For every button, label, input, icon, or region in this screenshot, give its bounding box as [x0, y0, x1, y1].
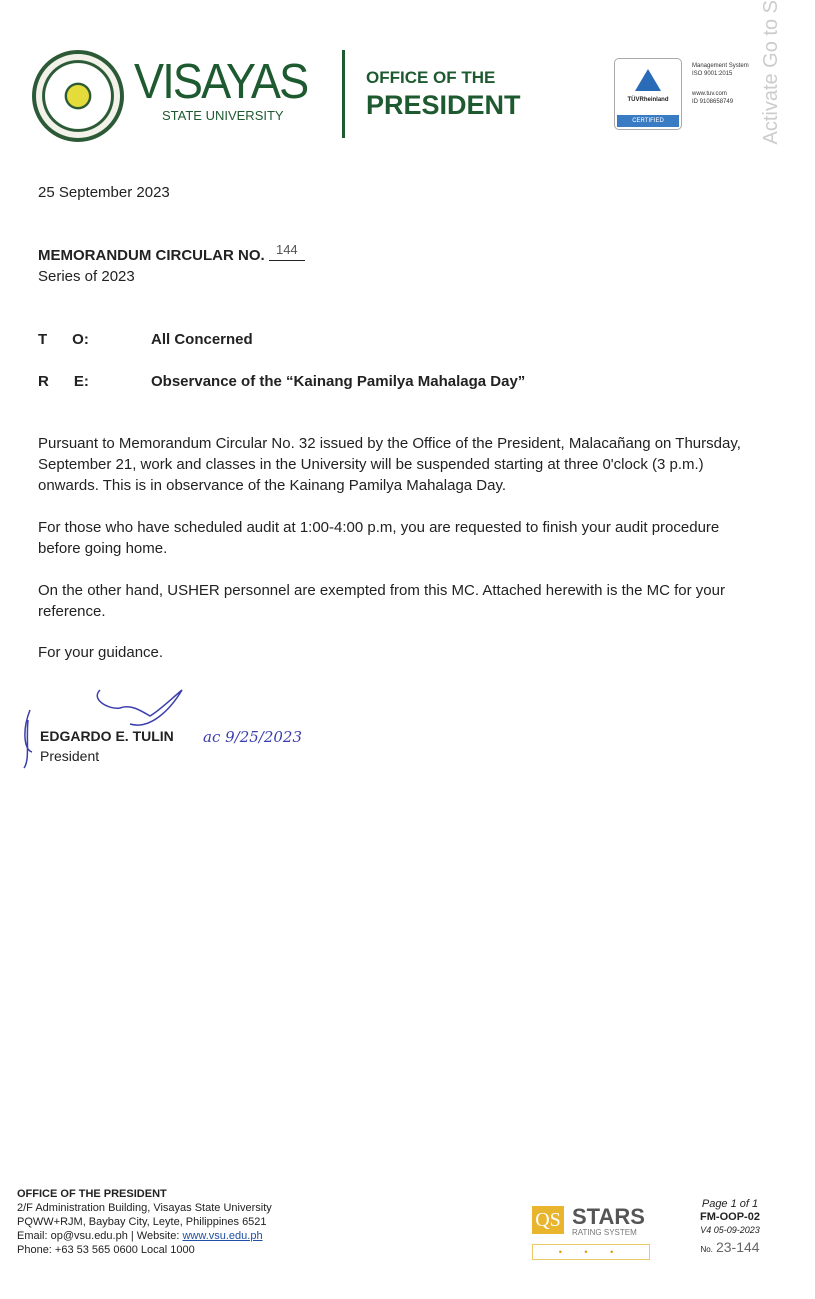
office-title-line2: PRESIDENT [366, 90, 521, 120]
qs-stars-logo [532, 1204, 645, 1257]
re-value: Observance of the “Kainang Pamilya Mahalaga Day” [151, 373, 526, 390]
qs-logo: QS [532, 1206, 564, 1234]
page-number: Page 1 of 1 [701, 1198, 759, 1210]
activate-watermark: Activate Go to S [760, 0, 782, 145]
footer-address1: 2/F Administration Building, Visayas State University [17, 1202, 272, 1214]
circular-label [38, 242, 305, 267]
brand-logo: VISAYAS [134, 55, 308, 109]
iso-line: www.tuv.com [692, 91, 727, 97]
qs-rating-text: RATING SYSTEM [572, 1228, 637, 1237]
website-link[interactable]: www.vsu.edu.ph [182, 1230, 263, 1242]
to-label: T O: [38, 331, 89, 348]
footer-email: Email: op@vsu.edu.ph | Website: [17, 1230, 183, 1242]
brand-subtitle: STATE UNIVERSITY [162, 108, 284, 123]
series: Series of 2023 [38, 268, 135, 285]
to-value: All Concerned [151, 331, 253, 348]
doc-number: 23-144 [715, 1239, 760, 1255]
re-label: R E: [38, 373, 89, 390]
signatory-title: President [40, 748, 100, 764]
form-code: FM-OOP-02 [700, 1211, 760, 1223]
no-label: No. [700, 1245, 713, 1254]
handwritten-date: ac 9/25/2023 [203, 728, 303, 746]
tuv-certification-logo [614, 58, 682, 130]
signatory-name: EDGARDO E. TULIN [40, 728, 174, 744]
circular-label-text: MEMORANDUM CIRCULAR NO. [38, 247, 265, 264]
footer-office: OFFICE OF THE PRESIDENT [17, 1188, 167, 1200]
tuv-name: TÜVRheinland [627, 97, 669, 103]
iso-line: Management System [692, 63, 749, 69]
body-paragraph: Pursuant to Memorandum Circular No. 32 issued by the Office of the President, Malacañang on Thursday, September 21, work and classes in the University will be suspended starting at three 0'clock (3 p.m.) onwards. This is in observance of the Kainang Pamilya Mahalaga Day. [38, 435, 741, 494]
form-version: V4 05-09-2023 [700, 1225, 760, 1235]
memo-date: 25 September 2023 [38, 184, 170, 201]
iso-info [692, 62, 752, 106]
body-paragraph: For your guidance. [38, 644, 164, 661]
qs-stars-text: STARS [572, 1204, 645, 1229]
footer-address2: PQWW+RJM, Baybay City, Leyte, Philippines 6521 [17, 1216, 267, 1228]
tuv-certified: CERTIFIED [617, 115, 679, 127]
body-paragraph: On the other hand, USHER personnel are exempted from this MC. Attached herewith is the MC for your reference. [38, 582, 725, 620]
circular-number: 144 [269, 239, 305, 261]
iso-line: ID 9108658749 [692, 99, 734, 105]
header-divider [342, 50, 345, 138]
tuv-triangle-icon [635, 69, 661, 91]
footer-address [17, 1187, 272, 1257]
footer-phone: Phone: +63 53 565 0600 Local 1000 [17, 1244, 195, 1256]
body-paragraph: For those who have scheduled audit at 1:00-4:00 p.m, you are requested to finish your audit procedure before going home. [38, 519, 720, 557]
document-reference [690, 1198, 770, 1256]
office-title-line1: OFFICE OF THE [366, 68, 496, 87]
qs-star-rating: • • • [532, 1244, 650, 1260]
iso-line: ISO 9001:2015 [692, 71, 733, 77]
footer-contact [17, 1229, 272, 1243]
vsu-seal-logo [32, 50, 124, 142]
